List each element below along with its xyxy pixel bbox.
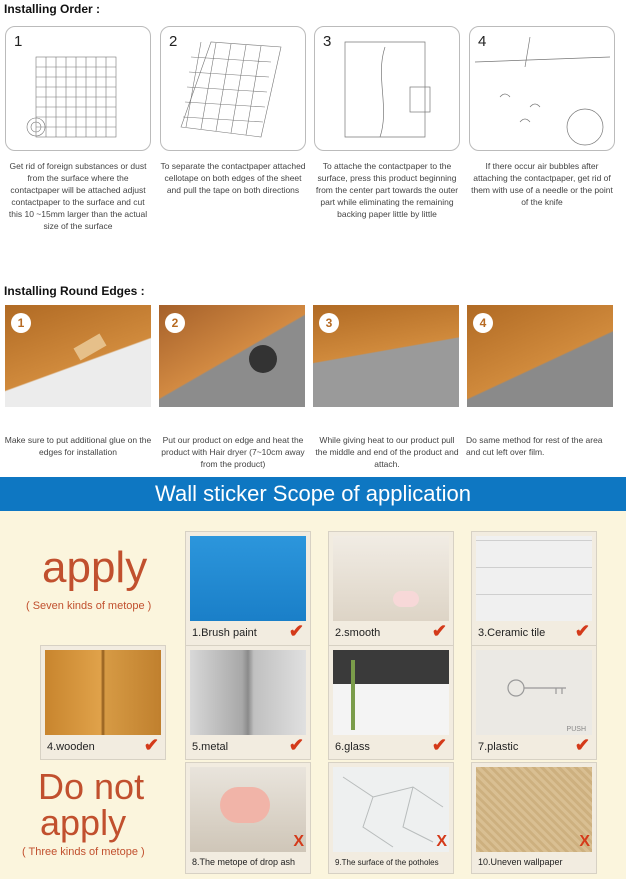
apply-tile-metal: [185, 645, 311, 760]
tile-label: 4.wooden: [47, 741, 95, 753]
order-step-2-caption: To separate the contactpaper attached cellotape on both edges of the sheet and pull the tape on both directions: [160, 161, 306, 195]
order-step-4-caption: If there occur air bubbles after attaching the contactpaper, get rid of them with use of a needle or the point of the knife: [471, 161, 613, 207]
installing-order-title: Installing Order :: [4, 2, 101, 16]
tile-label: 6.glass: [335, 741, 370, 753]
edge-step-2-caption: Put our product on edge and heat the product with Hair dryer (7~10cm away from the product): [161, 435, 305, 469]
apply-tile-ceramic-tile: [471, 531, 597, 646]
check-icon: ✔: [574, 621, 590, 641]
push-label: PUSH: [566, 726, 586, 733]
do-not-title-line2: apply: [40, 802, 127, 843]
edge-step-4-caption: Do same method for rest of the area and cut left over film.: [466, 435, 603, 457]
cross-icon: X: [293, 833, 304, 850]
donot-tile-uneven-wallpaper: [471, 762, 597, 874]
tile-label: 1.Brush paint: [192, 627, 257, 639]
step-number: 3: [319, 313, 339, 333]
apply-tile-wooden: [40, 645, 166, 760]
order-step-3-illustration: [314, 26, 460, 151]
tile-label: 8.The metope of drop ash: [192, 857, 296, 867]
installing-round-edges-title: Installing Round Edges :: [4, 284, 145, 298]
scope-banner: Wall sticker Scope of application: [0, 477, 626, 511]
edge-step-3-photo: [313, 305, 459, 407]
step-number: 3: [323, 33, 332, 50]
apply-tile-glass: [328, 645, 454, 760]
check-icon: ✔: [431, 621, 447, 641]
edge-step-3-caption: While giving heat to our product pull the middle and end of the product and attach.: [315, 435, 459, 469]
press-sheet-illustration: [315, 27, 461, 152]
order-step-2-illustration: [160, 26, 306, 151]
edge-step-1-caption: Make sure to put additional glue on the edges for installation: [4, 435, 152, 457]
step-number: 4: [478, 33, 487, 50]
order-step-4-illustration: [469, 26, 615, 151]
crack-icon: [333, 767, 449, 852]
apply-tile-plastic: [471, 645, 597, 760]
apply-title: apply: [42, 543, 148, 592]
apply-tile-brush-paint: [185, 531, 311, 646]
edge-step-2-photo: [159, 305, 305, 407]
peel-grid-illustration: [161, 27, 307, 152]
donot-tile-drop-ash: [185, 762, 311, 874]
tile-label: 2.smooth: [335, 627, 381, 639]
tile-label: 5.metal: [192, 741, 229, 753]
brush-icon: [74, 333, 107, 360]
step-number: 1: [11, 313, 31, 333]
step-number: 2: [165, 313, 185, 333]
order-step-1-caption: Get rid of foreign substances or dust from the surface where the contactpaper will be attached adjust contactpaper to the surface and cut this 10 ~15mm larger than the actual size of the surface: [8, 161, 148, 231]
edge-step-1-photo: [5, 305, 151, 407]
hair-dryer-icon: [249, 345, 277, 373]
step-number: 2: [169, 33, 178, 50]
do-not-title-line1: Do not: [38, 766, 145, 807]
tile-label: 3.Ceramic tile: [478, 627, 546, 639]
edge-step-4-photo: [467, 305, 613, 407]
check-icon: ✔: [288, 621, 304, 641]
cross-icon: X: [579, 833, 590, 850]
apply-tile-smooth: [328, 531, 454, 646]
wall-grid-illustration: [6, 27, 152, 152]
apply-note: ( Seven kinds of metope ): [26, 600, 152, 612]
tile-label: 9.The surface of the potholes: [335, 858, 439, 867]
donot-tile-potholes: [328, 762, 454, 874]
step-number: 1: [14, 33, 23, 50]
key-icon: [476, 650, 592, 735]
check-icon: ✔: [574, 735, 590, 755]
tile-label: 10.Uneven wallpaper: [478, 857, 563, 867]
needle-bubble-illustration: [470, 27, 616, 152]
step-number: 4: [473, 313, 493, 333]
cross-icon: X: [436, 833, 447, 850]
check-icon: ✔: [288, 735, 304, 755]
check-icon: ✔: [431, 735, 447, 755]
order-step-1-illustration: [5, 26, 151, 151]
do-not-note: ( Three kinds of metope ): [22, 846, 145, 858]
order-step-3-caption: To attache the contactpaper to the surface, press this product beginning from the center part towards the outer part while eliminating the remaining backing paper little by little: [315, 161, 459, 219]
check-icon: ✔: [143, 735, 159, 755]
tile-label: 7.plastic: [478, 741, 519, 753]
